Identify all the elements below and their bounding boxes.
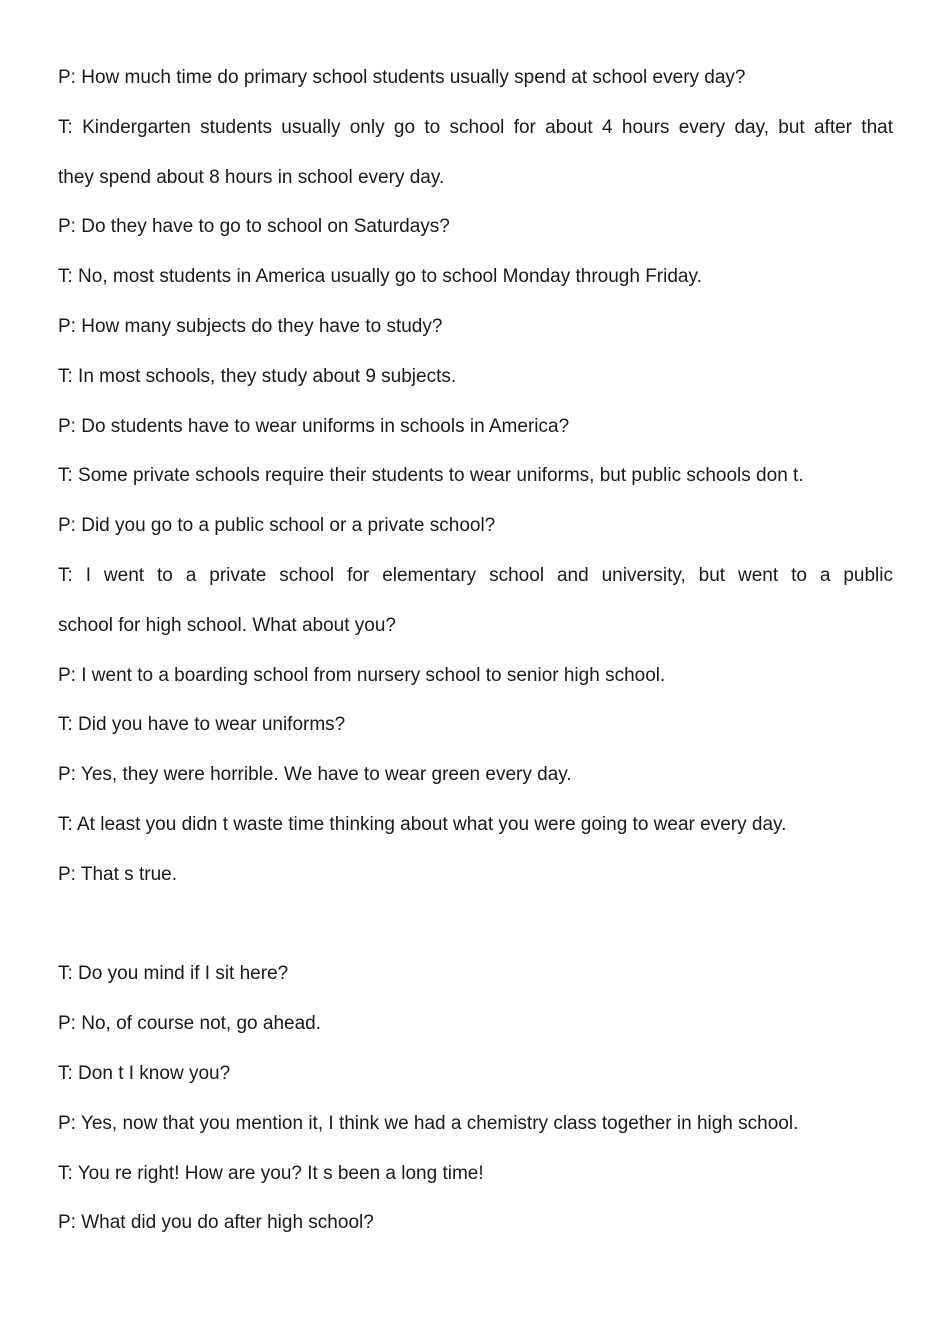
document-page	[58, 53, 893, 1248]
dialogue-line: P: How many subjects do they have to study?	[58, 315, 443, 337]
dialogue-line: T: No, most students in America usually go to school Monday through Friday.	[58, 266, 702, 288]
dialogue-line: P: Do they have to go to school on Saturdays?	[58, 216, 450, 238]
dialogue-line: P: What did you do after high school?	[58, 1212, 374, 1234]
dialogue-line: school for high school. What about you?	[58, 614, 396, 636]
dialogue-block-2	[58, 949, 893, 1248]
dialogue-line: T: Don t I know you?	[58, 1062, 231, 1084]
dialogue-line: they spend about 8 hours in school every day.	[58, 166, 445, 188]
dialogue-block-1	[58, 53, 893, 900]
dialogue-line: T: I went to a private school for elementary school and university, but went to a public	[58, 564, 893, 586]
paragraph-gap	[58, 900, 893, 950]
dialogue-line: P: Do students have to wear uniforms in schools in America?	[58, 415, 570, 437]
dialogue-line: P: That s true.	[58, 863, 177, 885]
dialogue-line: P: Did you go to a public school or a private school?	[58, 515, 496, 537]
dialogue-line: T: At least you didn t waste time thinking about what you were going to wear every day.	[58, 813, 787, 835]
dialogue-line: T: You re right! How are you? It s been a long time!	[58, 1162, 484, 1184]
dialogue-line: T: Did you have to wear uniforms?	[58, 714, 346, 736]
dialogue-line: P: No, of course not, go ahead.	[58, 1013, 322, 1035]
dialogue-line: T: Some private schools require their students to wear uniforms, but public schools don t.	[58, 465, 804, 487]
dialogue-line: T: Do you mind if I sit here?	[58, 963, 289, 985]
dialogue-line: P: Yes, they were horrible. We have to wear green every day.	[58, 764, 572, 786]
dialogue-line: P: Yes, now that you mention it, I think we had a chemistry class together in high school.	[58, 1112, 799, 1134]
dialogue-line: P: How much time do primary school students usually spend at school every day?	[58, 67, 746, 88]
dialogue-line: T: In most schools, they study about 9 subjects.	[58, 365, 457, 387]
dialogue-line: P: I went to a boarding school from nursery school to senior high school.	[58, 664, 666, 686]
dialogue-line: T: Kindergarten students usually only go to school for about 4 hours every day, but after that	[58, 116, 893, 138]
